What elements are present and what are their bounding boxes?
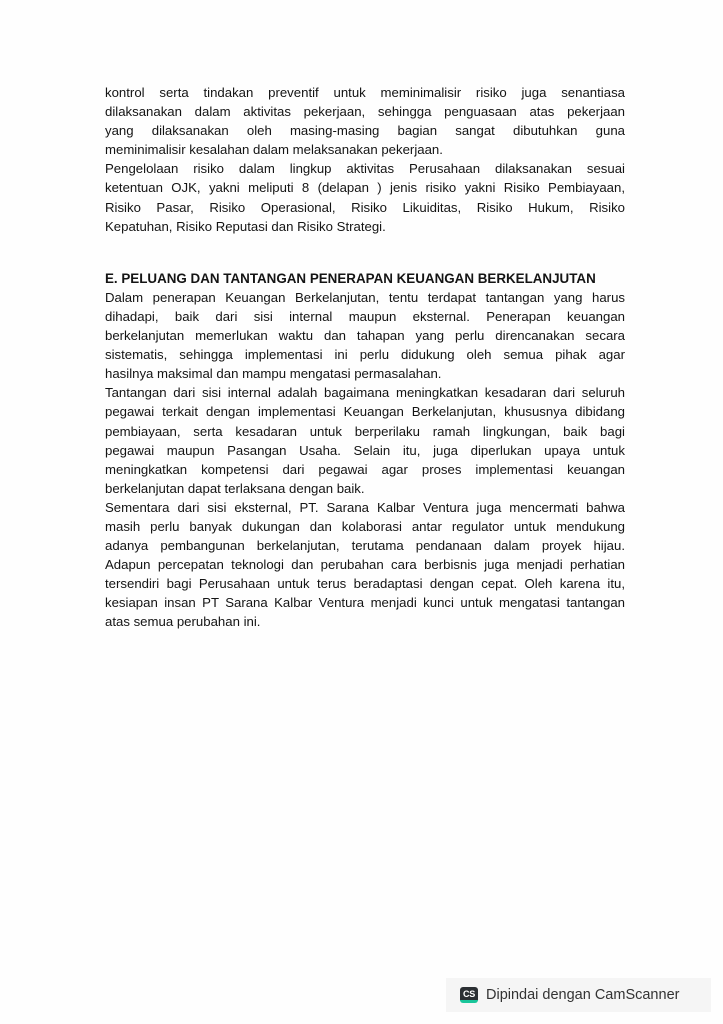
text-line: berkelanjutan dapat terlaksana dengan baik. [105, 480, 365, 496]
section-heading: E. PELUANG DAN TANTANGAN PENERAPAN KEUANGAN BERKELANJUTAN [105, 270, 596, 286]
text-line: masih perlu banyak dukungan dan kolaborasi antar regulator untuk mendukung [105, 518, 625, 534]
text-line: meminimalisir kesalahan dalam melaksanakan pekerjaan. [105, 142, 443, 158]
text-line: Dalam penerapan Keuangan Berkelanjutan, tentu terdapat tantangan yang harus [105, 289, 625, 305]
text-line: kesiapan insan PT Sarana Kalbar Ventura menjadi kunci untuk mengatasi tantangan [105, 595, 625, 611]
text-line: Pengelolaan risiko dalam lingkup aktivitas Perusahaan dilaksanakan sesuai [105, 161, 625, 177]
text-line: pembiayaan, serta kesadaran untuk berperilaku ramah lingkungan, baik bagi [105, 423, 625, 439]
text-line: sistematis, sehingga implementasi ini perlu didukung oleh semua pihak agar [105, 347, 625, 363]
watermark-label: Dipindai dengan CamScanner [486, 987, 680, 1003]
text-line: tersendiri bagi Perusahaan untuk terus beradaptasi dengan cepat. Oleh karena itu, [105, 576, 625, 592]
document-body [105, 83, 625, 632]
text-line: kontrol serta tindakan preventif untuk meminimalisir risiko juga senantiasa [105, 85, 625, 100]
camscanner-watermark [446, 978, 711, 1012]
text-line: berkelanjutan memerlukan waktu dan tahapan yang perlu direncanakan secara [105, 328, 625, 344]
text-line: meningkatkan kompetensi dari pegawai agar proses implementasi keuangan [105, 461, 625, 477]
text-line: yang dilaksanakan oleh masing-masing bagian sangat dibutuhkan guna [105, 123, 625, 139]
text-line: Sementara dari sisi eksternal, PT. Sarana Kalbar Ventura juga mencermati bahwa [105, 499, 625, 515]
text-line: pegawai terkait dengan implementasi Keuangan Berkelanjutan, khususnya dibidang [105, 404, 625, 420]
paragraph-external-challenges [105, 498, 625, 632]
text-line: hasilnya maksimal dan mampu mengatasi permasalahan. [105, 366, 442, 382]
camscanner-logo-icon: CS [460, 987, 478, 1003]
text-line: dihadapi, baik dari sisi internal maupun eksternal. Penerapan keuangan [105, 308, 625, 324]
text-line: pegawai maupun Pasangan Usaha. Selain itu, juga diperlukan upaya untuk [105, 442, 625, 458]
text-line: Tantangan dari sisi internal adalah bagaimana meningkatkan kesadaran dari seluruh [105, 385, 625, 401]
text-line: ketentuan OJK, yakni meliputi 8 (delapan ) jenis risiko yakni Risiko Pembiayaan, [105, 180, 625, 196]
text-line: atas semua perubahan ini. [105, 614, 261, 630]
text-line: Adapun percepatan teknologi dan perubahan cara berbisnis juga menjadi perhatian [105, 557, 625, 573]
text-line: adanya pembangunan berkelanjutan, terutama pendanaan dalam proyek hijau. [105, 538, 625, 554]
paragraph-risk-control [105, 83, 625, 159]
paragraph-challenges-intro [105, 288, 625, 383]
text-line: dilaksanakan dalam aktivitas pekerjaan, sehingga penguasaan atas pekerjaan [105, 104, 625, 120]
text-line: Risiko Pasar, Risiko Operasional, Risiko Likuiditas, Risiko Hukum, Risiko [105, 199, 625, 215]
paragraph-risk-management [105, 159, 625, 235]
paragraph-internal-challenges [105, 383, 625, 498]
text-line: Kepatuhan, Risiko Reputasi dan Risiko Strategi. [105, 218, 386, 234]
